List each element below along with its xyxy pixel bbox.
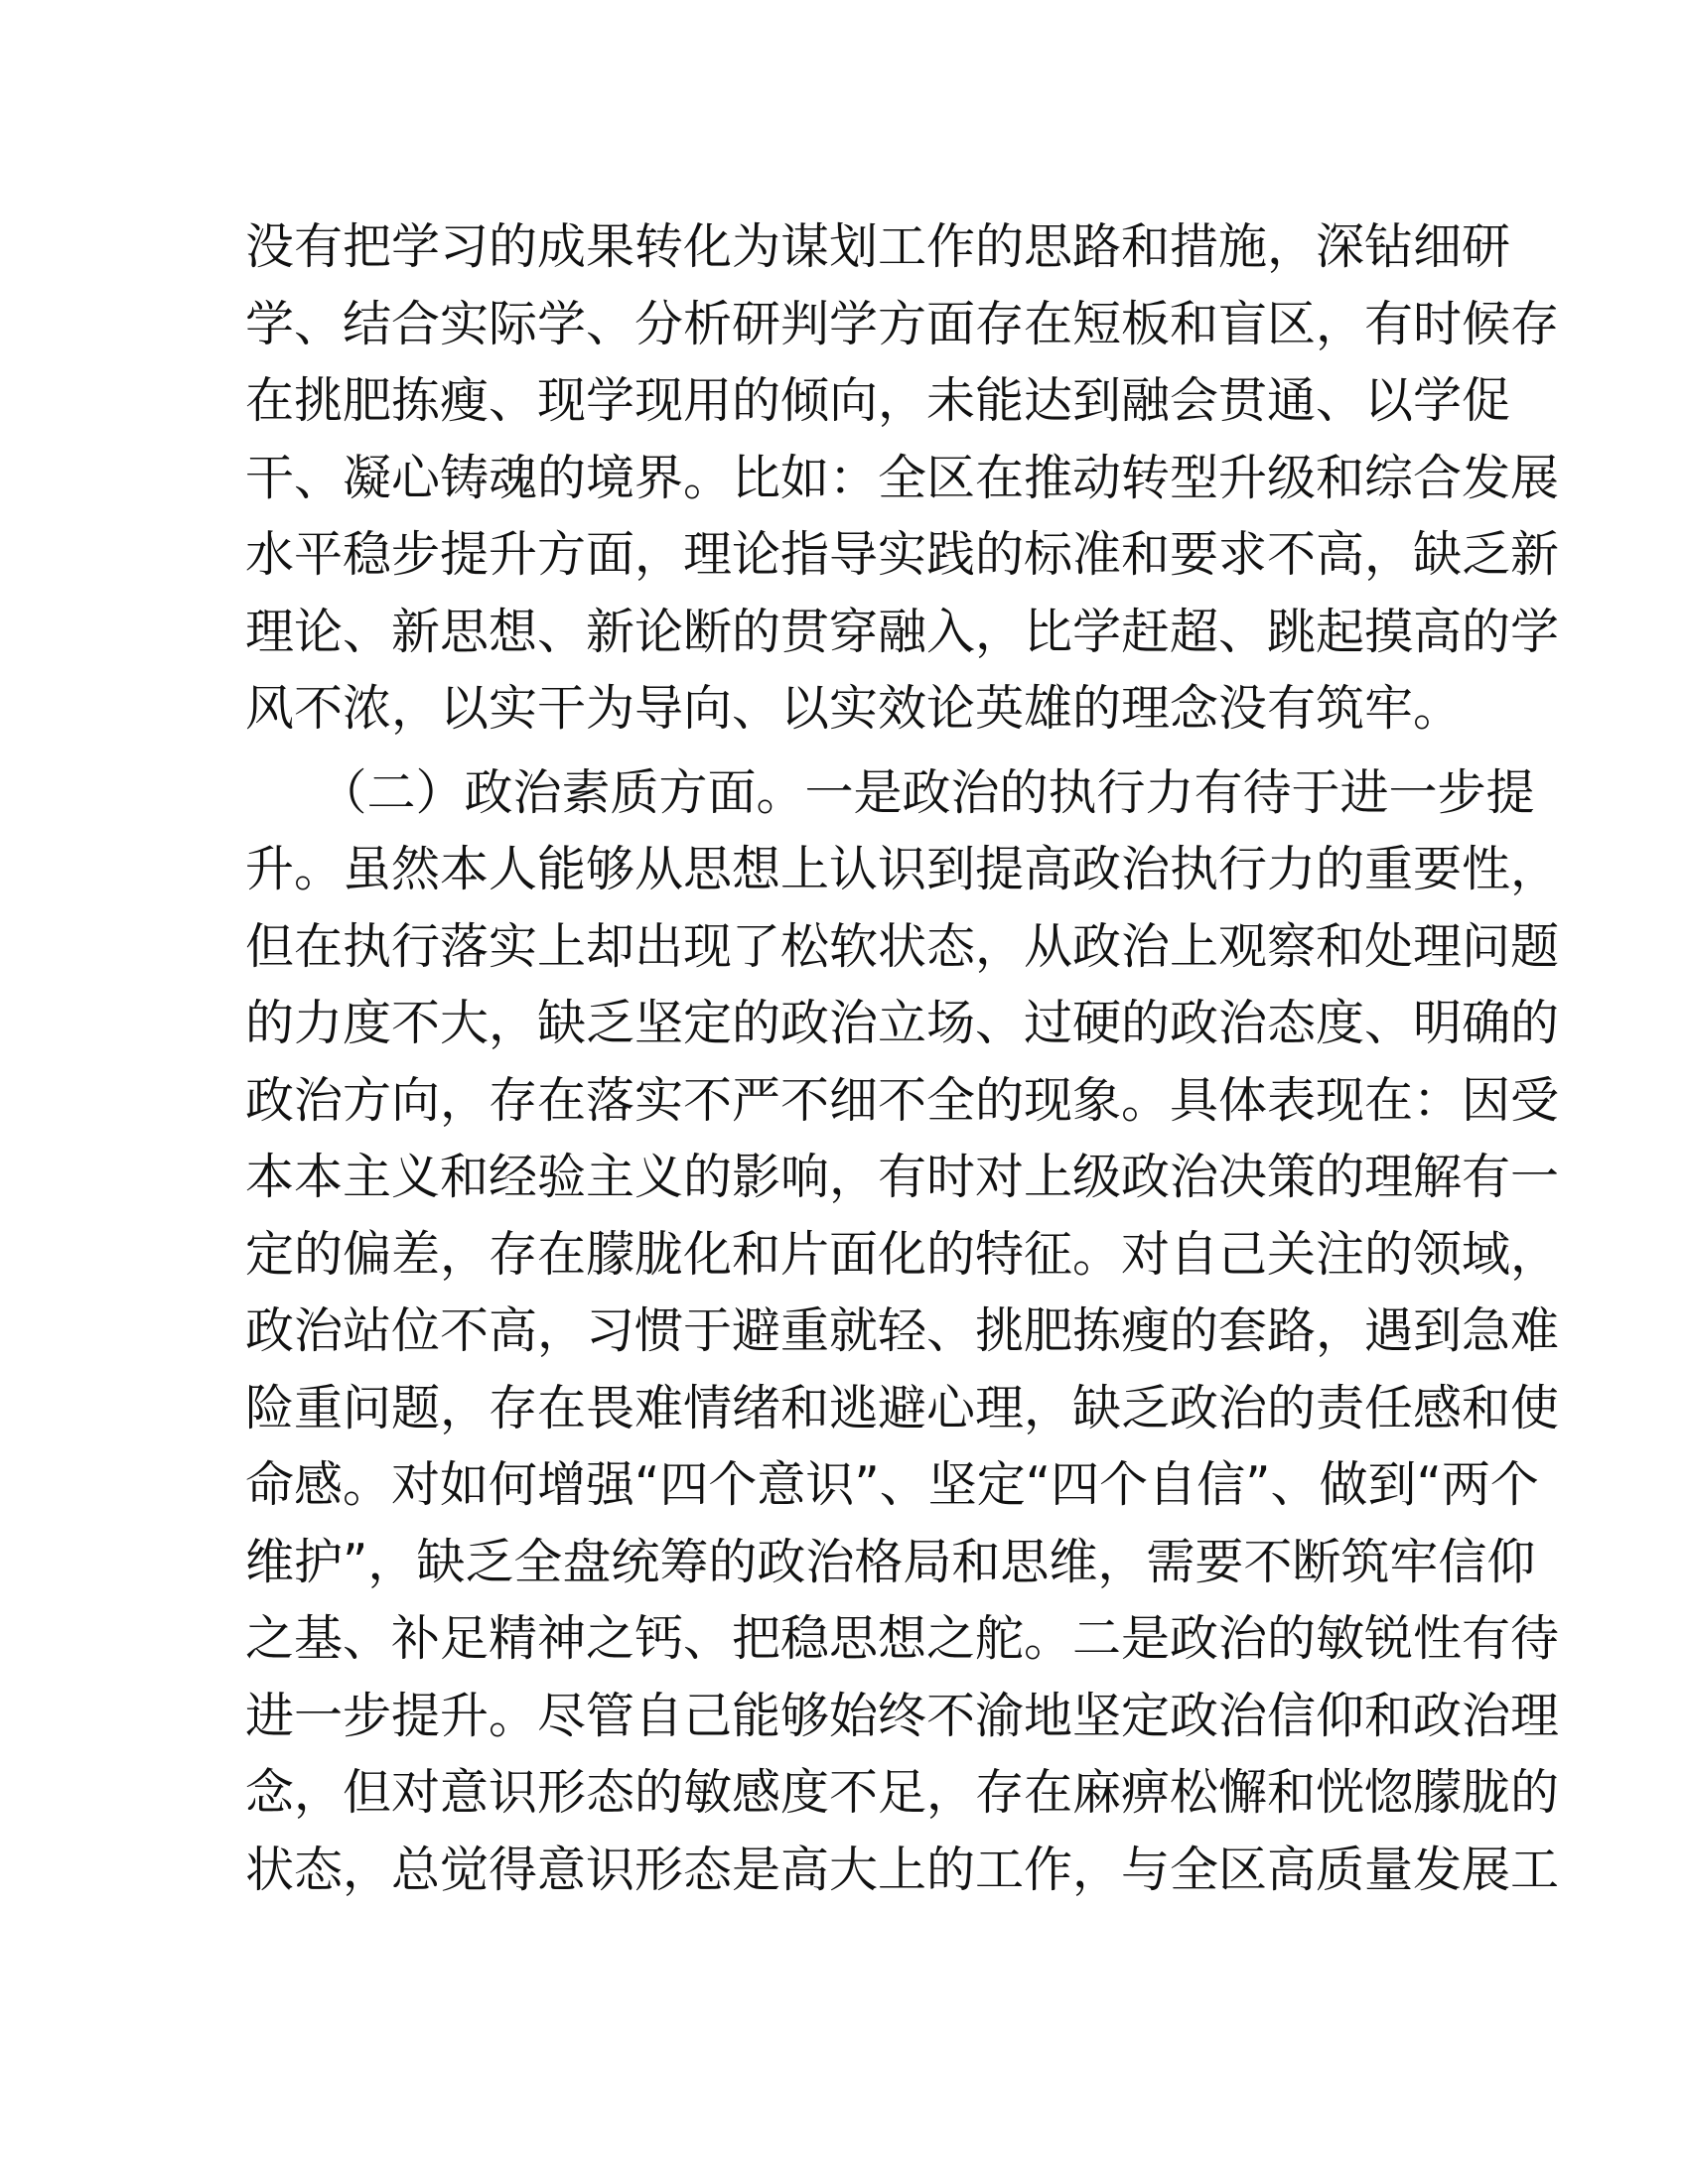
text-line: 风不浓，以实干为导向、以实效论英雄的理念没有筑牢。 bbox=[245, 680, 1463, 737]
paragraph-2 bbox=[245, 754, 1560, 1909]
text-line: 念，但对意识形态的敏感度不足，存在麻痹松懈和恍惚朦胧的 bbox=[245, 1764, 1560, 1821]
text-line: 升。虽然本人能够从思想上认识到提高政治执行力的重要性， bbox=[245, 841, 1560, 897]
text-line: 进一步提升。尽管自己能够始终不渝地坚定政治信仰和政治理 bbox=[245, 1687, 1560, 1744]
text-line: 命感。对如何增强“四个意识”、坚定“四个自信”、做到“两个 bbox=[245, 1456, 1539, 1513]
text-line: 的力度不大，缺乏坚定的政治立场、过硬的政治态度、明确的 bbox=[245, 995, 1560, 1051]
body-text bbox=[245, 208, 1560, 1908]
text-line: 理论、新思想、新论断的贯穿融入，比学赶超、跳起摸高的学 bbox=[245, 603, 1560, 660]
paragraph-spacer bbox=[245, 748, 1437, 754]
text-line: 维护”，缺乏全盘统筹的政治格局和思维，需要不断筑牢信仰 bbox=[245, 1533, 1536, 1590]
text-line: 政治方向，存在落实不严不细不全的现象。具体表现在：因受 bbox=[245, 1071, 1560, 1129]
text-line: 干、凝心铸魂的境界。比如：全区在推动转型升级和综合发展 bbox=[245, 449, 1560, 506]
text-line: 没有把学习的成果转化为谋划工作的思路和措施，深钻细研 bbox=[245, 218, 1511, 275]
text-line: 水平稳步提升方面，理论指导实践的标准和要求不高，缺乏新 bbox=[245, 526, 1560, 583]
text-line: 本本主义和经验主义的影响，有时对上级政治决策的理解有一 bbox=[245, 1149, 1560, 1205]
text-line: 政治站位不高，习惯于避重就轻、挑肥拣瘦的套路，遇到急难 bbox=[245, 1302, 1560, 1359]
text-line: 但在执行落实上却出现了松软状态，从政治上观察和处理问题 bbox=[245, 917, 1560, 975]
text-line: 定的偏差，存在朦胧化和片面化的特征。对自己关注的领域， bbox=[245, 1225, 1560, 1283]
text-line: 学、结合实际学、分析研判学方面存在短板和盲区，有时候存 bbox=[245, 295, 1560, 352]
text-line: 在挑肥拣瘦、现学现用的倾向，未能达到融会贯通、以学促 bbox=[245, 372, 1511, 429]
text-line: 状态，总觉得意识形态是高大上的工作，与全区高质量发展工 bbox=[245, 1841, 1560, 1898]
text-line: 之基、补足精神之钙、把稳思想之舵。二是政治的敏锐性有待 bbox=[245, 1610, 1560, 1667]
paragraph-1 bbox=[245, 208, 1560, 748]
text-line: 险重问题，存在畏难情绪和逃避心理，缺乏政治的责任感和使 bbox=[245, 1379, 1560, 1436]
text-line: （二）政治素质方面。一是政治的执行力有待于进一步提 bbox=[245, 763, 1535, 821]
